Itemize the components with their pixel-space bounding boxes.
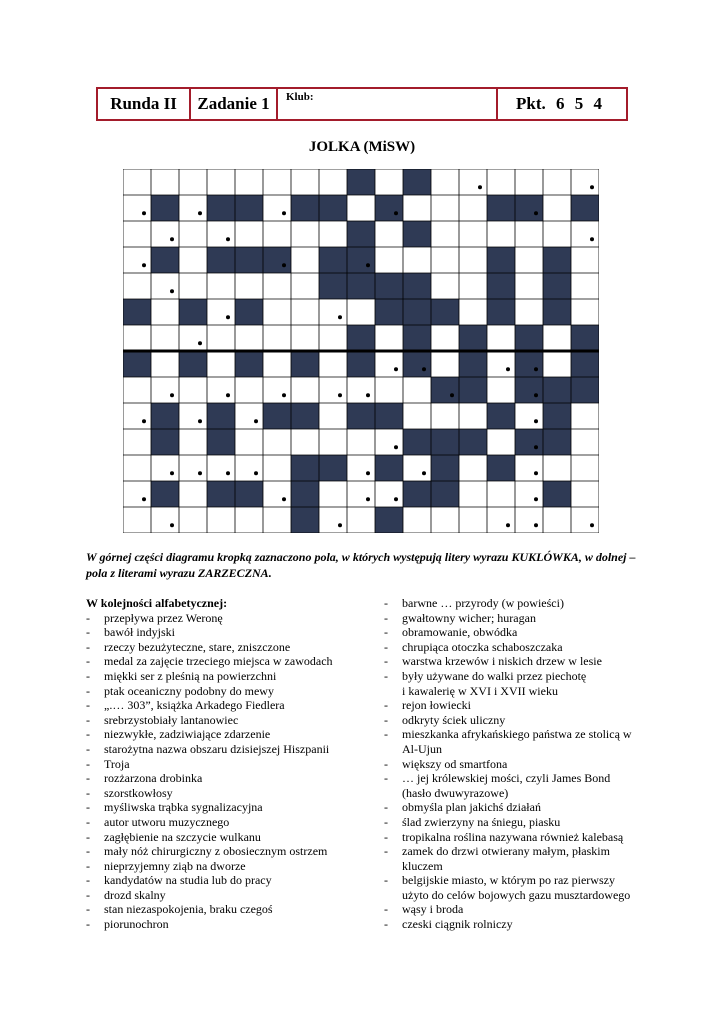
clue-dash: - xyxy=(86,683,90,698)
clue-text: odkryty ściek uliczny xyxy=(402,712,506,727)
clue-item xyxy=(86,640,376,655)
clue-text: mieszkanka afrykańskiego państwa ze stolicą w xyxy=(402,727,632,742)
letter-dot xyxy=(198,211,202,215)
clue-item xyxy=(384,771,654,800)
clue-text: gwałtowny wicher; huragan xyxy=(402,610,536,625)
clue-text: Troja xyxy=(104,756,130,771)
black-cell xyxy=(263,247,291,273)
task-header xyxy=(96,87,628,121)
letter-dot xyxy=(534,445,538,449)
clue-text: bawół indyjski xyxy=(104,625,175,640)
clue-dash: - xyxy=(86,625,90,640)
letter-dot xyxy=(506,523,510,527)
black-cell xyxy=(375,455,403,481)
clue-text: srebrzystobiały lantanowiec xyxy=(104,712,239,727)
clue-text: szorstkowłosy xyxy=(104,785,173,800)
letter-dot xyxy=(338,393,342,397)
letter-dot xyxy=(394,211,398,215)
letter-dot xyxy=(394,445,398,449)
black-cell xyxy=(403,273,431,299)
black-cell xyxy=(543,299,571,325)
letter-dot xyxy=(198,341,202,345)
letter-dot xyxy=(590,237,594,241)
clue-dash: - xyxy=(86,741,90,756)
clue-item xyxy=(384,902,654,917)
round-label: Runda II xyxy=(98,89,191,119)
black-cell xyxy=(515,351,543,377)
black-cell xyxy=(487,195,515,221)
clue-item xyxy=(86,830,376,845)
clue-dash: - xyxy=(86,873,90,888)
black-cell xyxy=(375,507,403,533)
letter-dot xyxy=(422,471,426,475)
black-cell xyxy=(403,169,431,195)
clue-item xyxy=(384,654,654,669)
letter-dot xyxy=(366,263,370,267)
clue-item xyxy=(86,786,376,801)
black-cell xyxy=(347,247,375,273)
black-cell xyxy=(179,299,207,325)
clue-item xyxy=(86,844,376,859)
crossword-grid-svg xyxy=(123,169,599,533)
black-cell xyxy=(235,247,263,273)
clue-text: drozd skalny xyxy=(104,887,166,902)
black-cell xyxy=(235,195,263,221)
letter-dot xyxy=(198,419,202,423)
letter-dot xyxy=(534,393,538,397)
black-cell xyxy=(235,299,263,325)
clue-item xyxy=(384,844,654,873)
letter-dot xyxy=(254,419,258,423)
letter-dot xyxy=(282,393,286,397)
clue-dash: - xyxy=(384,756,388,771)
clue-item xyxy=(384,757,654,772)
clue-item xyxy=(86,684,376,699)
black-cell xyxy=(543,377,571,403)
black-cell xyxy=(291,507,319,533)
task-label: Zadanie 1 xyxy=(191,89,278,119)
clue-dash: - xyxy=(384,800,388,815)
clue-text: przepływa przez Weronę xyxy=(104,610,223,625)
clue-dash: - xyxy=(86,814,90,829)
instruction-text: W górnej części diagramu kropką zaznaczono pola, w których występują litery wyrazu KUKLÓWKA, w dolnej – pola z literami wyrazu ZARZECZNA. xyxy=(86,550,636,580)
black-cell xyxy=(319,273,347,299)
black-cell xyxy=(403,429,431,455)
letter-dot xyxy=(534,211,538,215)
black-cell xyxy=(487,403,515,429)
black-cell xyxy=(515,429,543,455)
clue-item xyxy=(86,771,376,786)
letter-dot xyxy=(590,185,594,189)
black-cell xyxy=(375,403,403,429)
black-cell xyxy=(375,299,403,325)
black-cell xyxy=(151,481,179,507)
black-cell xyxy=(543,481,571,507)
clue-item xyxy=(86,669,376,684)
clue-text: i kawalerię w XVI i XVII wieku xyxy=(402,683,558,698)
clue-dash: - xyxy=(384,771,388,786)
black-cell xyxy=(151,247,179,273)
clue-text: medal za zajęcie trzeciego miejsca w zawodach xyxy=(104,654,333,669)
black-cell xyxy=(347,221,375,247)
clue-text: barwne … przyrody (w powieści) xyxy=(402,596,564,610)
clue-dash: - xyxy=(384,829,388,844)
clue-item xyxy=(384,800,654,815)
clue-item xyxy=(384,611,654,626)
clue-item xyxy=(384,625,654,640)
letter-dot xyxy=(142,419,146,423)
crossword-grid xyxy=(123,169,599,533)
letter-dot xyxy=(450,393,454,397)
letter-dot xyxy=(422,367,426,371)
clue-dash: - xyxy=(384,917,388,932)
clue-dash: - xyxy=(86,887,90,902)
clue-text: ptak oceaniczny podobny do mewy xyxy=(104,683,274,698)
black-cell xyxy=(207,429,235,455)
letter-dot xyxy=(534,367,538,371)
black-cell xyxy=(123,299,151,325)
clue-text: chrupiąca otoczka schaboszczaka xyxy=(402,639,563,654)
letter-dot xyxy=(338,523,342,527)
clue-text: belgijskie miasto, w którym po raz pierwszy xyxy=(402,873,615,888)
clue-item xyxy=(384,815,654,830)
black-cell xyxy=(487,299,515,325)
letter-dot xyxy=(366,393,370,397)
black-cell xyxy=(347,351,375,377)
clue-text: niezwykłe, zadziwiające zdarzenie xyxy=(104,727,271,742)
clue-item xyxy=(384,830,654,845)
letter-dot xyxy=(170,523,174,527)
clue-text: miękki ser z pleśnią na powierzchni xyxy=(104,668,277,683)
clue-item xyxy=(384,640,654,655)
black-cell xyxy=(543,273,571,299)
clue-item xyxy=(86,902,376,917)
clue-item xyxy=(86,757,376,772)
letter-dot xyxy=(170,237,174,241)
letter-dot xyxy=(366,497,370,501)
clue-item xyxy=(86,888,376,903)
letter-dot xyxy=(282,211,286,215)
black-cell xyxy=(375,273,403,299)
black-cell xyxy=(431,429,459,455)
clue-text: rozżarzona drobinka xyxy=(104,771,203,786)
black-cell xyxy=(123,351,151,377)
letter-dot xyxy=(366,471,370,475)
clue-dash: - xyxy=(86,712,90,727)
black-cell xyxy=(403,351,431,377)
black-cell xyxy=(515,195,543,221)
clue-dash: - xyxy=(384,610,388,625)
black-cell xyxy=(431,299,459,325)
black-cell xyxy=(263,403,291,429)
clue-dash: - xyxy=(384,844,388,859)
clue-text: były używane do walki przez piechotę xyxy=(402,668,587,683)
clue-text: „.… 303”, książka Arkadego Fiedlera xyxy=(104,698,285,713)
clue-text: ślad zwierzyny na śniegu, piasku xyxy=(402,814,561,829)
clue-text: starożytna nazwa obszaru dzisiejszej Hiszpanii xyxy=(104,741,330,756)
black-cell xyxy=(431,377,459,403)
letter-dot xyxy=(226,315,230,319)
black-cell xyxy=(487,455,515,481)
black-cell xyxy=(487,247,515,273)
black-cell xyxy=(291,455,319,481)
black-cell xyxy=(571,195,599,221)
black-cell xyxy=(291,403,319,429)
clues-right-list xyxy=(384,596,654,932)
clue-dash: - xyxy=(384,712,388,727)
black-cell xyxy=(319,455,347,481)
clue-text: tropikalna roślina nazywana również kalebasą xyxy=(402,829,624,844)
clue-dash: - xyxy=(384,596,388,610)
clue-text: rejon łowiecki xyxy=(402,698,471,713)
clue-text: stan niezaspokojenia, braku czegoś xyxy=(104,902,273,917)
black-cell xyxy=(151,429,179,455)
clue-dash: - xyxy=(86,800,90,815)
clue-text: obramowanie, obwódka xyxy=(402,625,518,640)
black-cell xyxy=(207,481,235,507)
clue-dash: - xyxy=(86,858,90,873)
clue-text: warstwa krzewów i niskich drzew w lesie xyxy=(402,654,602,669)
clues-left-column xyxy=(86,596,376,932)
letter-dot xyxy=(534,497,538,501)
black-cell xyxy=(375,195,403,221)
clue-item xyxy=(384,917,654,932)
letter-dot xyxy=(478,185,482,189)
clue-item xyxy=(384,873,654,902)
black-cell xyxy=(347,273,375,299)
black-cell xyxy=(431,455,459,481)
clue-text: większy od smartfona xyxy=(402,756,508,771)
black-cell xyxy=(291,351,319,377)
black-cell xyxy=(207,403,235,429)
black-cell xyxy=(571,325,599,351)
black-cell xyxy=(515,325,543,351)
letter-dot xyxy=(226,237,230,241)
clue-dash: - xyxy=(384,654,388,669)
black-cell xyxy=(543,403,571,429)
clue-text: (hasło dwuwyrazowe) xyxy=(402,785,509,800)
clue-dash: - xyxy=(384,639,388,654)
clue-dash: - xyxy=(86,698,90,713)
clue-dash: - xyxy=(86,756,90,771)
black-cell xyxy=(291,481,319,507)
clue-item xyxy=(384,727,654,756)
letter-dot xyxy=(394,367,398,371)
letter-dot xyxy=(170,393,174,397)
black-cell xyxy=(403,325,431,351)
black-cell xyxy=(459,351,487,377)
clue-text: myśliwska trąbka sygnalizacyjna xyxy=(104,800,263,815)
clue-dash: - xyxy=(86,639,90,654)
black-cell xyxy=(319,247,347,273)
clue-item xyxy=(86,742,376,757)
clue-item xyxy=(86,698,376,713)
clue-dash: - xyxy=(86,771,90,786)
clue-item xyxy=(86,654,376,669)
clue-item xyxy=(86,800,376,815)
points-label: Pkt. 6 5 4 xyxy=(516,94,602,113)
black-cell xyxy=(459,429,487,455)
letter-dot xyxy=(142,263,146,267)
clue-dash: - xyxy=(384,625,388,640)
clue-item xyxy=(86,611,376,626)
black-cell xyxy=(151,195,179,221)
black-cell xyxy=(403,221,431,247)
clue-dash: - xyxy=(86,727,90,742)
letter-dot xyxy=(254,471,258,475)
black-cell xyxy=(347,325,375,351)
clues-heading: W kolejności alfabetycznej: xyxy=(86,596,228,610)
letter-dot xyxy=(506,367,510,371)
black-cell xyxy=(179,351,207,377)
clue-text: piorunochron xyxy=(104,917,169,932)
clue-text: użyto do celów bojowych gazu musztardowego xyxy=(402,887,631,902)
black-cell xyxy=(403,481,431,507)
clue-dash: - xyxy=(384,698,388,713)
clue-dash: - xyxy=(86,785,90,800)
clue-text: rzeczy bezużyteczne, stare, zniszczone xyxy=(104,639,291,654)
black-cell xyxy=(543,429,571,455)
black-cell xyxy=(151,403,179,429)
clue-dash: - xyxy=(86,654,90,669)
black-cell xyxy=(431,481,459,507)
black-cell xyxy=(291,195,319,221)
clue-dash: - xyxy=(384,814,388,829)
black-cell xyxy=(571,377,599,403)
clue-text: czeski ciągnik rolniczy xyxy=(402,917,513,932)
black-cell xyxy=(207,247,235,273)
clue-item xyxy=(86,625,376,640)
clue-dash: - xyxy=(86,902,90,917)
black-cell xyxy=(403,299,431,325)
clue-dash: - xyxy=(86,610,90,625)
letter-dot xyxy=(534,471,538,475)
clues-right-column xyxy=(384,596,654,932)
black-cell xyxy=(319,195,347,221)
clues-left-list xyxy=(86,611,376,932)
clue-dash: - xyxy=(384,668,388,683)
letter-dot xyxy=(226,393,230,397)
clue-item xyxy=(86,815,376,830)
black-cell xyxy=(347,169,375,195)
black-cell xyxy=(235,351,263,377)
black-cell xyxy=(459,377,487,403)
letter-dot xyxy=(282,497,286,501)
letter-dot xyxy=(198,471,202,475)
letter-dot xyxy=(226,471,230,475)
letter-dot xyxy=(394,497,398,501)
clue-text: kluczem xyxy=(402,858,443,873)
clue-text: wąsy i broda xyxy=(402,902,464,917)
black-cell xyxy=(487,273,515,299)
letter-dot xyxy=(534,523,538,527)
clue-dash: - xyxy=(86,668,90,683)
clue-text: nieprzyjemny ziąb na dworze xyxy=(104,858,246,873)
letter-dot xyxy=(170,289,174,293)
black-cell xyxy=(207,195,235,221)
letter-dot xyxy=(142,497,146,501)
clue-dash: - xyxy=(384,873,388,888)
clue-item xyxy=(86,859,376,874)
clue-item xyxy=(86,713,376,728)
black-cell xyxy=(459,325,487,351)
clue-text: obmyśla plan jakichś działań xyxy=(402,800,541,815)
letter-dot xyxy=(170,471,174,475)
clue-item xyxy=(86,917,376,932)
clue-dash: - xyxy=(384,727,388,742)
letter-dot xyxy=(282,263,286,267)
clue-text: autor utworu muzycznego xyxy=(104,814,230,829)
black-cell xyxy=(515,377,543,403)
clue-item xyxy=(384,596,654,611)
clue-text: zamek do drzwi otwierany małym, płaskim xyxy=(402,844,610,859)
clue-dash: - xyxy=(86,844,90,859)
black-cell xyxy=(543,247,571,273)
clue-item xyxy=(86,873,376,888)
clue-text: … jej królewskiej mości, czyli James Bond xyxy=(402,771,611,786)
letter-dot xyxy=(590,523,594,527)
black-cell xyxy=(235,481,263,507)
clue-dash: - xyxy=(86,829,90,844)
clue-item xyxy=(384,713,654,728)
clue-text: zagłębienie na szczycie wulkanu xyxy=(104,829,261,844)
black-cell xyxy=(571,351,599,377)
club-field: Klub: xyxy=(278,89,498,119)
puzzle-title: JOLKA (MiSW) xyxy=(308,139,416,155)
letter-dot xyxy=(534,419,538,423)
clue-item xyxy=(86,727,376,742)
letter-dot xyxy=(142,211,146,215)
black-cell xyxy=(347,403,375,429)
clue-text: kandydatów na studia lub do pracy xyxy=(104,873,272,888)
letter-dot xyxy=(338,315,342,319)
clue-item xyxy=(384,669,654,698)
clue-dash: - xyxy=(384,902,388,917)
clue-text: mały nóż chirurgiczny z obosiecznym ostrzem xyxy=(104,844,328,859)
clue-text: Al-Ujun xyxy=(402,741,442,756)
clue-dash: - xyxy=(86,917,90,932)
clue-item xyxy=(384,698,654,713)
